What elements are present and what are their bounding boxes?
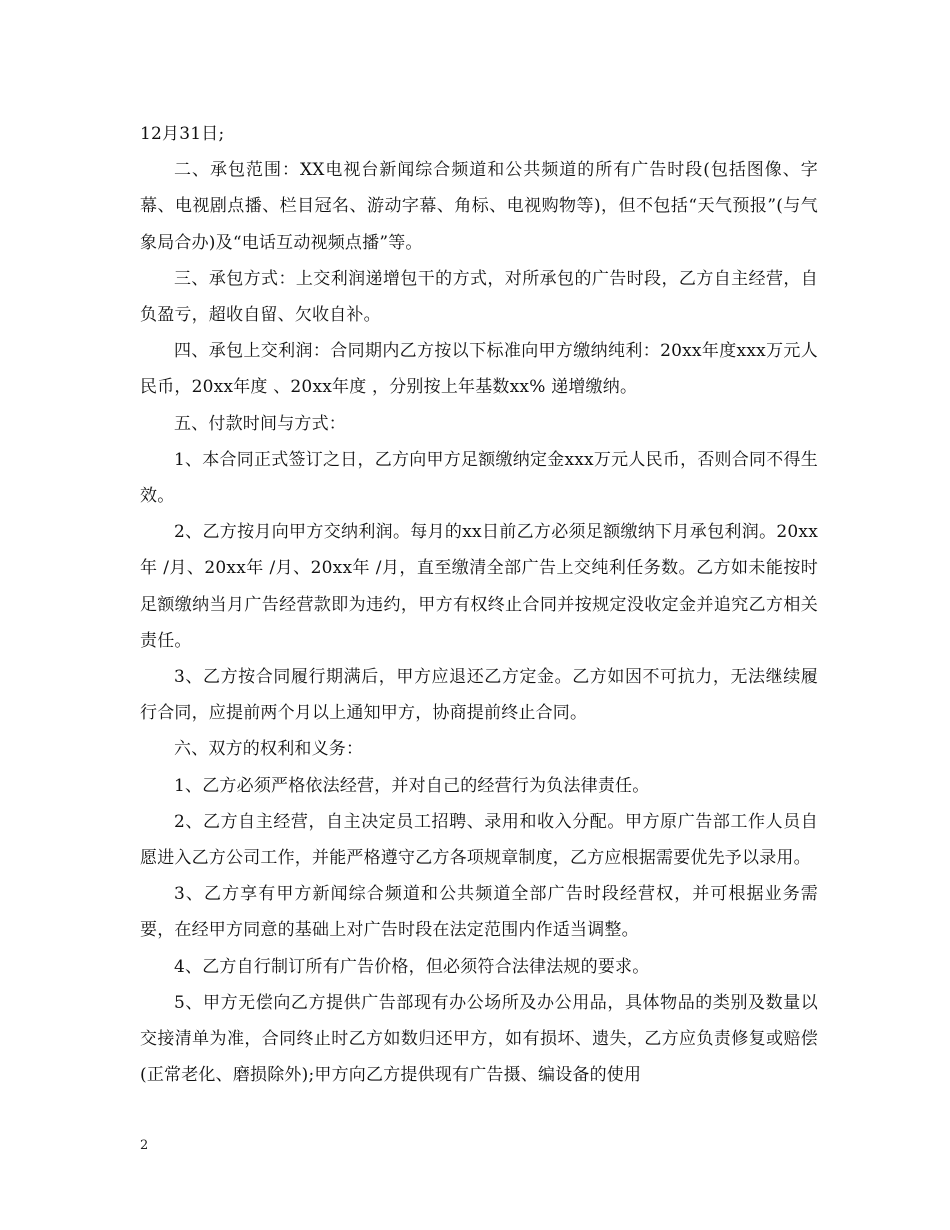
paragraph-method: 三、承包方式：上交利润递增包干的方式，对所承包的广告时段，乙方自主经营，自负盈亏，超收自留、欠收自补。 <box>140 268 818 326</box>
paragraph-rights-3: 3、乙方享有甲方新闻综合频道和公共频道全部广告时段经营权，并可根据业务需要，在经甲方同意的基础上对广告时段在法定范围内作适当调整。 <box>140 884 818 941</box>
section-heading-rights: 六、双方的权利和义务： <box>174 739 364 760</box>
paragraph-payment-2: 2、乙方按月向甲方交纳利润。每月的xx日前乙方必须足额缴纳下月承包利润。20xx年 /月、20xx年 /月、20xx年 /月，直至缴清全部广告上交纯利任务数。乙方如未能按时足额缴纳当月广告经营款即为违约，甲方有权终止合同并按规定没收定金并追究乙方相关责任。 <box>140 522 818 651</box>
paragraph-rights-4: 4、乙方自行制订所有广告价格，但必须符合法律法规的要求。 <box>174 956 650 977</box>
paragraph-rights-2: 2、乙方自主经营，自主决定员工招聘、录用和收入分配。甲方原广告部工作人员自愿进入乙方公司工作，并能严格遵守乙方各项规章制度，乙方应根据需要优先予以录用。 <box>140 811 818 869</box>
document-body <box>140 116 818 1093</box>
section-heading-payment: 五、付款时间与方式： <box>174 413 346 434</box>
paragraph-scope: 二、承包范围：XX电视台新闻综合频道和公共频道的所有广告时段(包括图像、字幕、电视剧点播、栏目冠名、游动字幕、角标、电视购物等)，但不包括“天气预报”(与气象局合办)及“电话互动视频点播”等。 <box>140 160 818 253</box>
paragraph-profit: 四、承包上交利润：合同期内乙方按以下标准向甲方缴纳纯利：20xx年度xxx万元人民币，20xx年度 、20xx年度 ，分别按上年基数xx% 递增缴纳。 <box>140 341 818 398</box>
paragraph-rights-5: 5、甲方无偿向乙方提供广告部现有办公场所及办公用品，具体物品的类别及数量以交接清单为准，合同终止时乙方如数归还甲方，如有损坏、遗失，乙方应负责修复或赔偿(正常老化、磨损除外);甲方向乙方提供现有广告摄、编设备的使用 <box>140 992 818 1086</box>
paragraph-rights-1: 1、乙方必须严格依法经营，并对自己的经营行为负法律责任。 <box>174 775 650 796</box>
paragraph-payment-1: 1、本合同正式签订之日，乙方向甲方足额缴纳定金xxx万元人民币，否则合同不得生效。 <box>140 449 818 507</box>
paragraph-date-fragment: 12月31日; <box>140 124 225 144</box>
page-number: 2 <box>140 1138 149 1153</box>
paragraph-payment-3: 3、乙方按合同履行期满后，甲方应退还乙方定金。乙方如因不可抗力，无法继续履行合同，应提前两个月以上通知甲方，协商提前终止合同。 <box>140 667 818 724</box>
